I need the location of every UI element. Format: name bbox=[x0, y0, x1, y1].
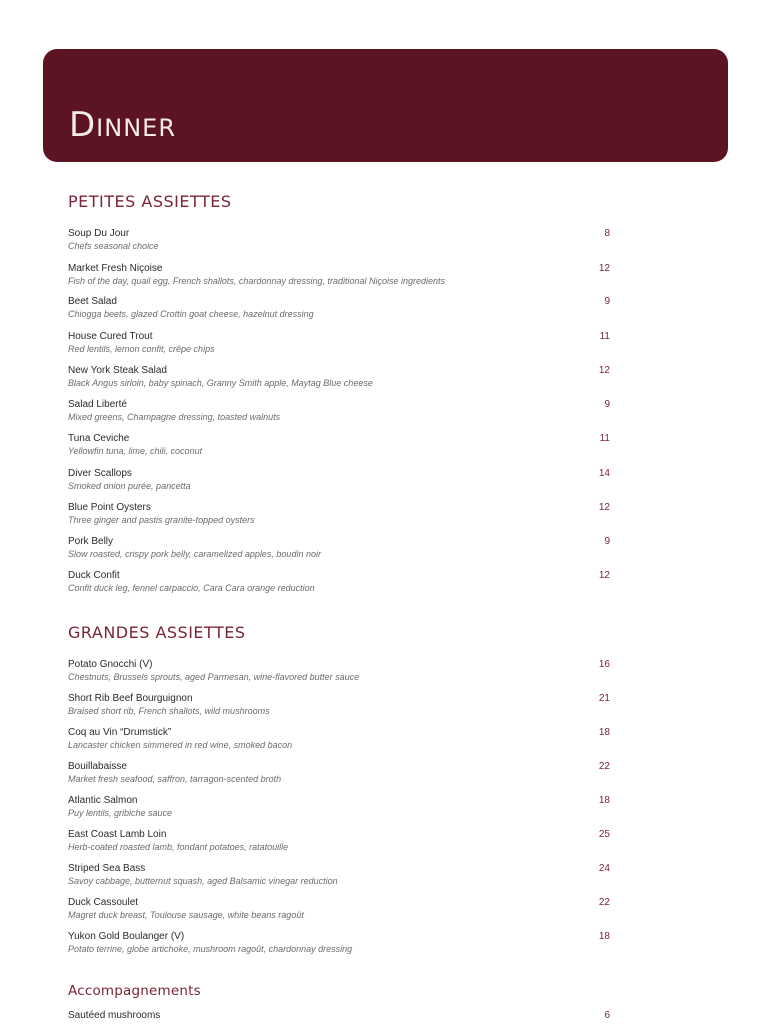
menu-item bbox=[68, 364, 610, 394]
menu-item-description: Yellowfin tuna, lime, chili, coconut bbox=[68, 446, 203, 456]
menu-item-price: 8 bbox=[604, 228, 610, 239]
menu-item-price: 9 bbox=[604, 536, 610, 547]
menu-item-name: Atlantic Salmon bbox=[68, 795, 138, 806]
menu-item-description: Chefs seasonal choice bbox=[68, 241, 159, 251]
menu-item-description: Fish of the day, quail egg, French shallots, chardonnay dressing, traditional Niçoise ingredients bbox=[68, 276, 446, 286]
section-heading-grandes-assiettes: GRANDES ASSIETTES bbox=[68, 623, 246, 642]
menu-item-name: Yukon Gold Boulanger (V) bbox=[68, 931, 185, 942]
menu-item-name: Coq au Vin “Drumstick” bbox=[68, 727, 172, 738]
menu-item-description: Potato terrine, globe artichoke, mushroom ragoût, chardonnay dressing bbox=[68, 944, 353, 954]
menu-item-price: 22 bbox=[598, 761, 610, 772]
menu-item-name: Striped Sea Bass bbox=[68, 863, 146, 874]
menu-item bbox=[68, 726, 610, 756]
menu-item-description: Confit duck leg, fennel carpaccio, Cara Cara orange reduction bbox=[68, 583, 315, 593]
menu-item-name: Potato Gnocchi (V) bbox=[68, 659, 153, 670]
menu-item-description: Red lentils, lemon confit, crêpe chips bbox=[68, 344, 215, 354]
menu-item bbox=[68, 227, 610, 257]
menu-item-description: Three ginger and pastis granite-topped oysters bbox=[68, 515, 255, 525]
menu-item-name: Tuna Ceviche bbox=[68, 433, 130, 444]
menu-item-description: Slow roasted, crispy pork belly, caramelized apples, boudin noir bbox=[68, 549, 321, 559]
menu-item bbox=[68, 760, 610, 790]
menu-item-description: Herb-coated roasted lamb, fondant potatoes, ratatouille bbox=[68, 842, 289, 852]
menu-item-price: 22 bbox=[598, 897, 610, 908]
menu-item-description: Lancaster chicken simmered in red wine, smoked bacon bbox=[68, 740, 293, 750]
menu-item-price: 9 bbox=[604, 296, 610, 307]
menu-item bbox=[68, 262, 610, 292]
menu-item bbox=[68, 467, 610, 497]
menu-item-price: 24 bbox=[598, 863, 610, 874]
menu-item-name: Beet Salad bbox=[68, 296, 117, 307]
menu-item bbox=[68, 295, 610, 325]
menu-item-price: 18 bbox=[598, 795, 610, 806]
menu-item bbox=[68, 794, 610, 824]
menu-item-price: 11 bbox=[599, 433, 610, 444]
menu-item-name: Salad Liberté bbox=[68, 399, 127, 410]
section-heading-accompagnements: Accompagnements bbox=[68, 983, 201, 999]
menu-item-name: Duck Cassoulet bbox=[68, 897, 139, 908]
menu-item-name: Pork Belly bbox=[68, 536, 114, 547]
menu-item-price: 12 bbox=[598, 263, 610, 274]
menu-item-price: 18 bbox=[598, 931, 610, 942]
menu-item bbox=[68, 692, 610, 722]
menu-item-price: 12 bbox=[598, 502, 610, 513]
menu-item-description: Market fresh seafood, saffron, tarragon-scented broth bbox=[68, 774, 282, 784]
menu-item-price: 21 bbox=[598, 693, 610, 704]
menu-item-price: 11 bbox=[599, 331, 610, 342]
menu-item bbox=[68, 398, 610, 428]
menu-item-price: 14 bbox=[598, 468, 610, 479]
menu-item-description: Chiogga beets, glazed Crottin goat cheese, hazelnut dressing bbox=[68, 309, 314, 319]
menu-item-description: Savoy cabbage, butternut squash, aged Balsamic vinegar reduction bbox=[68, 876, 338, 886]
menu-item-name: Sautéed mushrooms bbox=[68, 1010, 161, 1021]
menu-item-name: Duck Confit bbox=[68, 570, 120, 581]
menu-item bbox=[68, 828, 610, 858]
menu-item bbox=[68, 569, 610, 599]
menu-item-name: Diver Scallops bbox=[68, 468, 132, 479]
menu-item-description: Magret duck breast, Toulouse sausage, white beans ragoût bbox=[68, 910, 304, 920]
menu-item bbox=[68, 930, 610, 960]
section-heading-petites-assiettes: PETITES ASSIETTES bbox=[68, 192, 232, 211]
menu-item-price: 12 bbox=[598, 570, 610, 581]
menu-item bbox=[68, 896, 610, 926]
menu-item-price: 16 bbox=[598, 659, 610, 670]
menu-title: Dinner bbox=[69, 105, 177, 145]
menu-item-price: 9 bbox=[604, 399, 610, 410]
menu-item-name: Short Rib Beef Bourguignon bbox=[68, 693, 193, 704]
menu-item bbox=[68, 535, 610, 565]
menu-item bbox=[68, 658, 610, 688]
menu-item bbox=[68, 330, 610, 360]
menu-item-name: House Cured Trout bbox=[68, 331, 153, 342]
menu-item bbox=[68, 1009, 610, 1024]
menu-item-description: Smoked onion purée, pancetta bbox=[68, 481, 191, 491]
menu-item-price: 18 bbox=[598, 727, 610, 738]
menu-item bbox=[68, 501, 610, 531]
menu-item-price: 6 bbox=[604, 1010, 610, 1021]
menu-title-banner bbox=[43, 49, 728, 162]
menu-item-description: Mixed greens, Champagne dressing, toasted walnuts bbox=[68, 412, 281, 422]
menu-item-name: Bouillabaisse bbox=[68, 761, 127, 772]
menu-item-price: 12 bbox=[598, 365, 610, 376]
menu-item-description: Puy lentils, gribiche sauce bbox=[68, 808, 173, 818]
menu-item-name: Soup Du Jour bbox=[68, 228, 130, 239]
menu-item bbox=[68, 862, 610, 892]
menu-item-description: Black Angus sirloin, baby spinach, Granny Smith apple, Maytag Blue cheese bbox=[68, 378, 373, 388]
menu-item-name: East Coast Lamb Loin bbox=[68, 829, 167, 840]
menu-item-name: Market Fresh Niçoise bbox=[68, 263, 163, 274]
menu-item bbox=[68, 432, 610, 462]
menu-item-price: 25 bbox=[598, 829, 610, 840]
menu-item-description: Braised short rib, French shallots, wild mushrooms bbox=[68, 706, 270, 716]
menu-item-name: Blue Point Oysters bbox=[68, 502, 151, 513]
menu-item-name: New York Steak Salad bbox=[68, 365, 167, 376]
menu-item-description: Chestnuts, Brussels sprouts, aged Parmesan, wine-flavored butter sauce bbox=[68, 672, 360, 682]
